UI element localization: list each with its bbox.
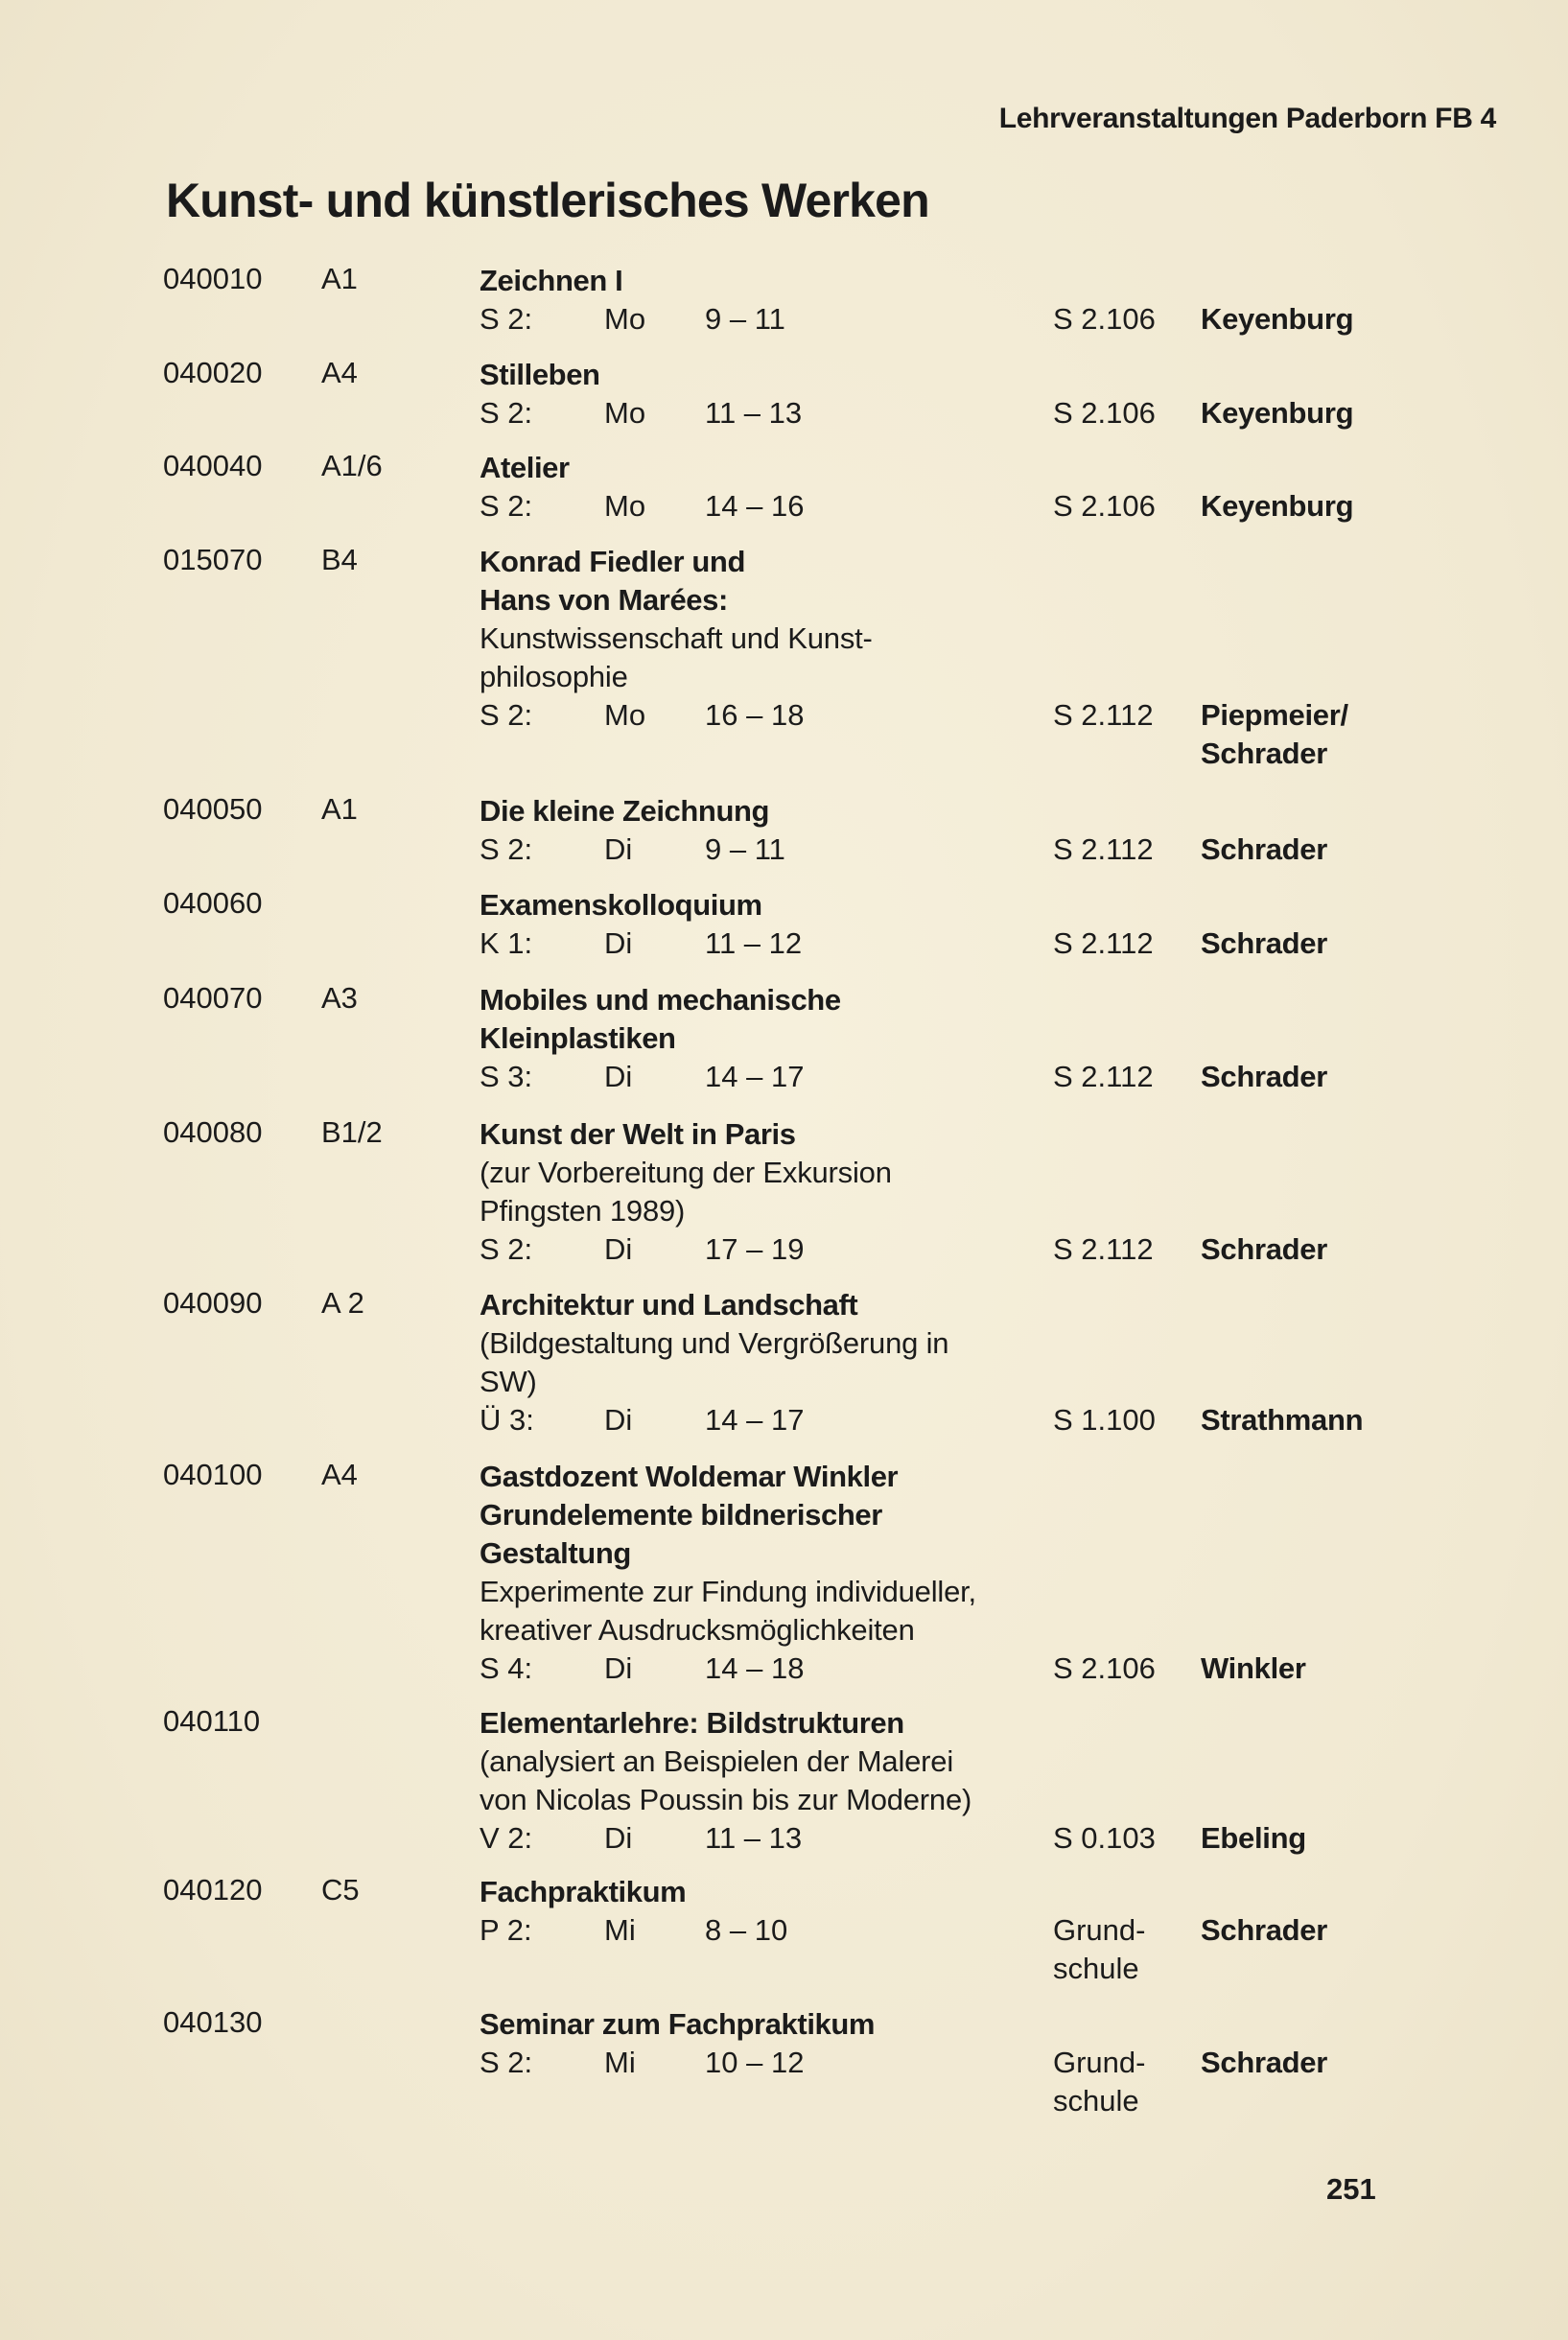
course-schedule xyxy=(480,1401,1055,1439)
course-day: Di xyxy=(604,1821,633,1855)
course-lecturer xyxy=(1201,1650,1450,1688)
course-schedule xyxy=(480,1819,1055,1858)
course-description-line: SW) xyxy=(480,1365,537,1398)
course-day: Di xyxy=(604,832,633,866)
course-day: Di xyxy=(604,1403,633,1437)
course-lecturer-line: Keyenburg xyxy=(1201,489,1354,523)
course-number: 040020 xyxy=(163,356,263,389)
course-schedule xyxy=(480,696,1055,735)
course-title-line: Gastdozent Woldemar Winkler xyxy=(480,1460,899,1493)
course-number: 040070 xyxy=(163,981,263,1015)
course-lecturer-line: Schrader xyxy=(1201,2046,1327,2079)
course-day: Mo xyxy=(604,489,646,523)
course-type: S 2: xyxy=(480,698,533,732)
course-type: S 2: xyxy=(480,396,533,430)
course-body xyxy=(480,886,1055,963)
course-schedule xyxy=(480,924,1055,963)
course-lecturer xyxy=(1201,1911,1450,1950)
course-lecturer-line: Schrader xyxy=(1201,737,1327,770)
course-time: 9 – 11 xyxy=(705,832,785,866)
course-description-line: Pfingsten 1989) xyxy=(480,1194,686,1228)
course-schedule xyxy=(480,1911,1055,1950)
course-lecturer-line: Schrader xyxy=(1201,832,1327,866)
course-day: Mo xyxy=(604,302,646,336)
course-time: 9 – 11 xyxy=(705,302,785,336)
course-number: 040130 xyxy=(163,2005,263,2039)
course-lecturer-line: Schrader xyxy=(1201,926,1327,960)
course-day: Mo xyxy=(604,396,646,430)
course-day: Di xyxy=(604,1232,633,1266)
course-room-line: S 2.112 xyxy=(1053,1060,1154,1093)
course-lecturer-line: Piepmeier/ xyxy=(1201,698,1348,732)
course-title-line: Examenskolloquium xyxy=(480,888,762,922)
course-room-line: S 2.112 xyxy=(1053,698,1154,732)
course-day: Mi xyxy=(604,1913,636,1947)
course-title-line: Stilleben xyxy=(480,358,600,391)
course-lecturer-line: Keyenburg xyxy=(1201,396,1354,430)
course-title-line: Gestaltung xyxy=(480,1536,631,1570)
course-lecturer-line: Ebeling xyxy=(1201,1821,1306,1855)
course-room-line: S 2.106 xyxy=(1053,1651,1156,1685)
course-room-line: S 2.106 xyxy=(1053,302,1156,336)
course-room-line: schule xyxy=(1053,2084,1139,2118)
course-code: A1/6 xyxy=(321,449,383,482)
course-code: A4 xyxy=(321,356,358,389)
course-description-line: (analysiert an Beispielen der Malerei xyxy=(480,1744,954,1778)
course-room xyxy=(1053,696,1178,735)
course-type: S 2: xyxy=(480,832,533,866)
course-time: 11 – 13 xyxy=(705,1821,803,1855)
course-lecturer xyxy=(1201,2044,1450,2082)
course-room-line: S 2.112 xyxy=(1053,926,1154,960)
course-body xyxy=(480,262,1055,339)
course-room-line: S 2.112 xyxy=(1053,1232,1154,1266)
course-code: B1/2 xyxy=(321,1115,383,1149)
course-room-line: S 2.106 xyxy=(1053,489,1156,523)
course-room xyxy=(1053,300,1178,339)
course-number: 040060 xyxy=(163,886,263,920)
course-type: S 2: xyxy=(480,2046,533,2079)
course-lecturer xyxy=(1201,300,1450,339)
course-lecturer xyxy=(1201,487,1450,526)
course-type: K 1: xyxy=(480,926,533,960)
course-schedule xyxy=(480,487,1055,526)
course-schedule xyxy=(480,394,1055,433)
course-title-line: Kleinplastiken xyxy=(480,1021,676,1055)
course-time: 10 – 12 xyxy=(705,2046,805,2079)
course-number: 040100 xyxy=(163,1458,263,1491)
course-number: 040010 xyxy=(163,262,263,295)
course-day: Mi xyxy=(604,2046,636,2079)
course-lecturer xyxy=(1201,696,1450,773)
course-body xyxy=(480,1458,1055,1688)
course-number: 040110 xyxy=(163,1704,261,1738)
course-body xyxy=(480,1115,1055,1269)
course-room xyxy=(1053,487,1178,526)
course-schedule xyxy=(480,300,1055,339)
course-code: A 2 xyxy=(321,1286,364,1320)
course-body xyxy=(480,2005,1055,2082)
course-day: Di xyxy=(604,1651,633,1685)
course-day: Mo xyxy=(604,698,646,732)
course-title-line: Hans von Marées: xyxy=(480,583,728,617)
course-room xyxy=(1053,394,1178,433)
course-room xyxy=(1053,924,1178,963)
course-code: A4 xyxy=(321,1458,358,1491)
course-body xyxy=(480,1286,1055,1439)
course-schedule xyxy=(480,1058,1055,1096)
course-type: P 2: xyxy=(480,1913,532,1947)
course-number: 040120 xyxy=(163,1873,263,1907)
course-time: 11 – 12 xyxy=(705,926,803,960)
course-description-line: (Bildgestaltung und Vergrößerung in xyxy=(480,1326,949,1360)
course-description-line: Kunstwissenschaft und Kunst- xyxy=(480,621,873,655)
course-description-line: kreativer Ausdrucksmöglichkeiten xyxy=(480,1613,915,1647)
course-lecturer xyxy=(1201,1401,1450,1439)
course-time: 16 – 18 xyxy=(705,698,805,732)
course-lecturer-line: Schrader xyxy=(1201,1060,1327,1093)
course-lecturer-line: Schrader xyxy=(1201,1913,1327,1947)
course-code: A1 xyxy=(321,792,358,826)
course-description-line: philosophie xyxy=(480,660,628,693)
course-room xyxy=(1053,1819,1178,1858)
course-body xyxy=(480,356,1055,433)
course-type: S 2: xyxy=(480,489,533,523)
course-number: 040040 xyxy=(163,449,263,482)
course-description-line: (zur Vorbereitung der Exkursion xyxy=(480,1156,892,1189)
course-body xyxy=(480,543,1055,735)
course-type: S 3: xyxy=(480,1060,533,1093)
course-title-line: Grundelemente bildnerischer xyxy=(480,1498,882,1532)
course-room xyxy=(1053,1058,1178,1096)
course-day: Di xyxy=(604,1060,633,1093)
course-type: V 2: xyxy=(480,1821,533,1855)
course-room xyxy=(1053,831,1178,869)
course-lecturer xyxy=(1201,1819,1450,1858)
course-room-line: schule xyxy=(1053,1952,1139,1985)
course-day: Di xyxy=(604,926,633,960)
course-time: 14 – 17 xyxy=(705,1403,805,1437)
course-room xyxy=(1053,1911,1178,1988)
course-time: 8 – 10 xyxy=(705,1913,788,1947)
course-lecturer xyxy=(1201,831,1450,869)
course-code: A1 xyxy=(321,262,358,295)
course-number: 040090 xyxy=(163,1286,263,1320)
course-time: 11 – 13 xyxy=(705,396,803,430)
course-lecturer-line: Keyenburg xyxy=(1201,302,1354,336)
course-lecturer-line: Schrader xyxy=(1201,1232,1327,1266)
course-lecturer xyxy=(1201,924,1450,963)
course-body xyxy=(480,449,1055,526)
course-lecturer xyxy=(1201,394,1450,433)
course-title-line: Die kleine Zeichnung xyxy=(480,794,770,828)
course-title-line: Seminar zum Fachpraktikum xyxy=(480,2007,876,2041)
course-description-line: von Nicolas Poussin bis zur Moderne) xyxy=(480,1783,972,1816)
course-title-line: Atelier xyxy=(480,451,570,484)
course-code: C5 xyxy=(321,1873,360,1907)
course-lecturer-line: Winkler xyxy=(1201,1651,1306,1685)
course-room-line: Grund- xyxy=(1053,1913,1146,1947)
course-room xyxy=(1053,1650,1178,1688)
page-number: 251 xyxy=(1326,2172,1376,2206)
course-room-line: S 2.112 xyxy=(1053,832,1154,866)
course-time: 14 – 18 xyxy=(705,1651,805,1685)
course-room-line: Grund- xyxy=(1053,2046,1146,2079)
course-title-line: Kunst der Welt in Paris xyxy=(480,1117,796,1151)
course-room xyxy=(1053,2044,1178,2120)
course-number: 040080 xyxy=(163,1115,263,1149)
course-code: B4 xyxy=(321,543,358,576)
course-title-line: Architektur und Landschaft xyxy=(480,1288,858,1322)
course-lecturer xyxy=(1201,1058,1450,1096)
course-room-line: S 0.103 xyxy=(1053,1821,1156,1855)
course-description-line: Experimente zur Findung individueller, xyxy=(480,1575,976,1608)
course-schedule xyxy=(480,1230,1055,1269)
course-body xyxy=(480,1704,1055,1858)
course-type: S 2: xyxy=(480,302,533,336)
course-title-line: Konrad Fiedler und xyxy=(480,545,745,578)
course-number: 015070 xyxy=(163,543,263,576)
section-title: Kunst- und künstlerisches Werken xyxy=(166,174,929,227)
course-schedule xyxy=(480,831,1055,869)
course-title-line: Zeichnen I xyxy=(480,264,623,297)
course-room-line: S 2.106 xyxy=(1053,396,1156,430)
course-body xyxy=(480,1873,1055,1950)
course-lecturer xyxy=(1201,1230,1450,1269)
course-time: 14 – 16 xyxy=(705,489,805,523)
course-body xyxy=(480,981,1055,1096)
course-title-line: Mobiles und mechanische xyxy=(480,983,841,1017)
course-schedule xyxy=(480,1650,1055,1688)
course-time: 17 – 19 xyxy=(705,1232,805,1266)
course-title-line: Fachpraktikum xyxy=(480,1875,687,1908)
course-room xyxy=(1053,1230,1178,1269)
running-head: Lehrveranstaltungen Paderborn FB 4 xyxy=(998,103,1496,134)
course-schedule xyxy=(480,2044,1055,2082)
course-type: S 2: xyxy=(480,1232,533,1266)
course-room xyxy=(1053,1401,1178,1439)
course-code: A3 xyxy=(321,981,358,1015)
course-time: 14 – 17 xyxy=(705,1060,805,1093)
course-type: Ü 3: xyxy=(480,1403,534,1437)
course-body xyxy=(480,792,1055,869)
course-lecturer-line: Strathmann xyxy=(1201,1403,1364,1437)
course-type: S 4: xyxy=(480,1651,533,1685)
course-title-line: Elementarlehre: Bildstrukturen xyxy=(480,1706,904,1740)
course-room-line: S 1.100 xyxy=(1053,1403,1156,1437)
course-number: 040050 xyxy=(163,792,263,826)
